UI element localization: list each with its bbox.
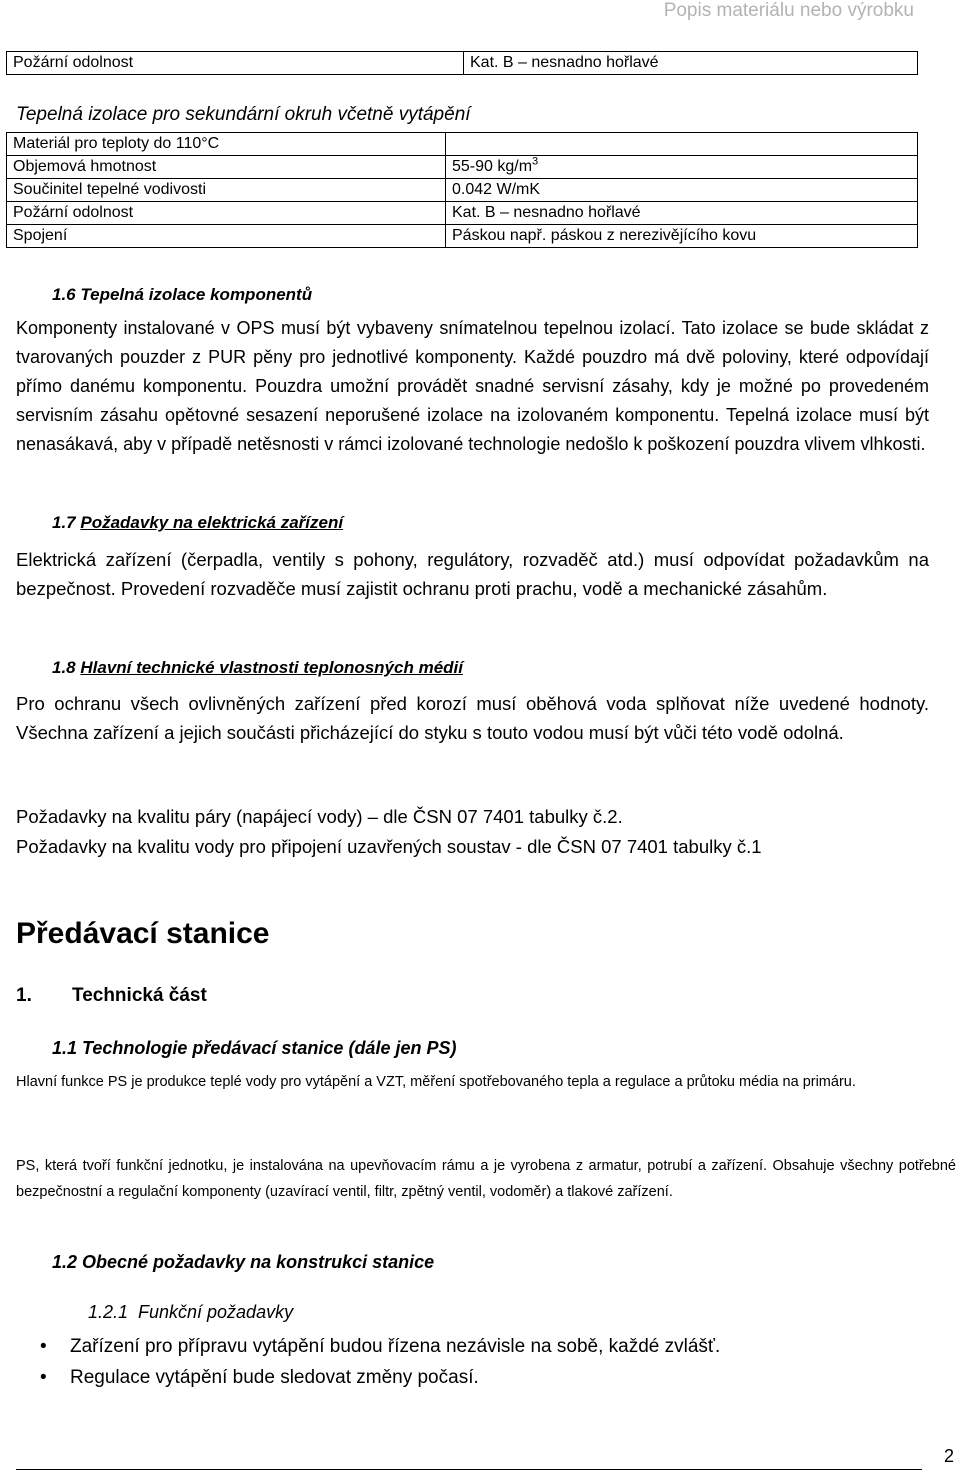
chapter-title: Předávací stanice xyxy=(16,917,270,950)
table-cell-value: Kat. B – nesnadno hořlavé xyxy=(464,52,918,75)
table-row xyxy=(7,225,918,248)
fire-resistance-table xyxy=(6,51,918,75)
section-1-2-1-heading xyxy=(88,1302,293,1323)
table-cell-value xyxy=(446,133,918,156)
section-1-2-heading: 1.2 Obecné požadavky na konstrukci stanice xyxy=(52,1252,435,1272)
section-title: Hlavní technické vlastnosti teplonosných médií xyxy=(80,658,463,677)
table-cell-label: Požární odolnost xyxy=(7,202,446,225)
table-cell-value: Páskou např. páskou z nerezivějícího kovu xyxy=(446,225,918,248)
section-number: 1.7 xyxy=(52,513,76,532)
secondary-insulation-heading: Tepelná izolace pro sekundární okruh včetně vytápění xyxy=(16,104,471,125)
footer-divider xyxy=(16,1469,922,1470)
list-item-text: Zařízení pro přípravu vytápění budou řízena nezávisle na sobě, každé zvlášť. xyxy=(70,1336,721,1357)
section-number: 1.8 xyxy=(52,658,76,677)
section-1-7-text: Elektrická zařízení (čerpadla, ventily s pohony, regulátory, rozvaděč atd.) musí odpovídat požadavkům na bezpečnost. Provedení rozvaděče musí zajistit ochranu proti prachu, vodě a mechanické zásahům. xyxy=(16,549,929,599)
section-1-8-heading xyxy=(52,658,463,678)
table-cell-label: Materiál pro teploty do 110°C xyxy=(7,133,446,156)
secondary-insulation-table xyxy=(6,132,918,248)
table-cell-label: Spojení xyxy=(7,225,446,248)
density-exponent: 3 xyxy=(532,155,539,168)
table-row xyxy=(7,133,918,156)
section-1-7-heading xyxy=(52,513,343,533)
density-value: 55-90 kg/m xyxy=(452,158,533,175)
table-cell-value xyxy=(446,156,918,179)
running-header: Popis materiálu nebo výrobku xyxy=(663,0,914,21)
table-row xyxy=(7,156,918,179)
section-1-6-text: Komponenty instalované v OPS musí být vybaveny snímatelnou tepelnou izolací. Tato izolace se bude skládat z tvarovaných pouzder z PUR pěny pro jednotlivé komponenty. Každé pouzdro má dvě poloviny, které odpovídají přímo danému komponentu. Pouzdra umožní provádět snadné servisní zásahy, kdy je možné po provedeném servisním zásahu opětovné sesazení neporušené izolace na izolovaném komponentu. Tepelná izolace musí být nenasákavá, aby v případě netěsnosti v rámci izolované technologie nedošlo k poškození pouzdra vlivem vlhkosti. xyxy=(16,318,929,454)
heading-text: Technická část xyxy=(72,985,207,1006)
table-cell-label: Součinitel tepelné vodivosti xyxy=(7,179,446,202)
section-1-1-heading: 1.1 Technologie předávací stanice (dále jen PS) xyxy=(52,1038,457,1058)
table-cell-label: Požární odolnost xyxy=(7,52,464,75)
table-row xyxy=(7,52,918,75)
heading-text: Funkční požadavky xyxy=(138,1302,294,1322)
bullet-icon: • xyxy=(40,1367,47,1388)
technical-part-heading xyxy=(16,985,207,1007)
bullet-icon: • xyxy=(40,1336,47,1357)
list-item xyxy=(40,1336,720,1358)
table-cell-value: 0.042 W/mK xyxy=(446,179,918,202)
section-1-1-para2: PS, která tvoří funkční jednotku, je instalována na upevňovacím rámu a je vyrobena z armatur, potrubí a zařízení. Obsahuje všechny potřebné bezpečnostní a regulační komponenty (uzavírací ventil, filtr, zpětný ventil, vodoměr) a tlakové zařízení. xyxy=(16,1158,956,1200)
list-item-text: Regulace vytápění bude sledovat změny počasí. xyxy=(70,1367,479,1388)
section-1-1-para1: Hlavní funkce PS je produkce teplé vody pro vytápění a VZT, měření spotřebovaného tepla a regulace a průtoku média na primáru. xyxy=(16,1074,856,1090)
water-quality-line: Požadavky na kvalitu vody pro připojení uzavřených soustav - dle ČSN 07 7401 tabulky č.1 xyxy=(16,836,762,857)
steam-quality-line: Požadavky na kvalitu páry (napájecí vody) – dle ČSN 07 7401 tabulky č.2. xyxy=(16,806,623,827)
heading-number: 1. xyxy=(16,985,32,1006)
page-number: 2 xyxy=(943,1446,954,1466)
section-title: Požadavky na elektrická zařízení xyxy=(80,513,344,532)
table-row xyxy=(7,202,918,225)
list-item xyxy=(40,1367,479,1389)
table-cell-label: Objemová hmotnost xyxy=(7,156,446,179)
table-cell-value: Kat. B – nesnadno hořlavé xyxy=(446,202,918,225)
section-1-8-text: Pro ochranu všech ovlivněných zařízení před korozí musí oběhová voda splňovat níže uvedené hodnoty. Všechna zařízení a jejich součásti přicházející do styku s touto vodou musí být vůči této vodě odolná. xyxy=(16,693,929,743)
table-row xyxy=(7,179,918,202)
section-1-6-heading: 1.6 Tepelná izolace komponentů xyxy=(52,285,313,304)
heading-number: 1.2.1 xyxy=(88,1302,129,1322)
